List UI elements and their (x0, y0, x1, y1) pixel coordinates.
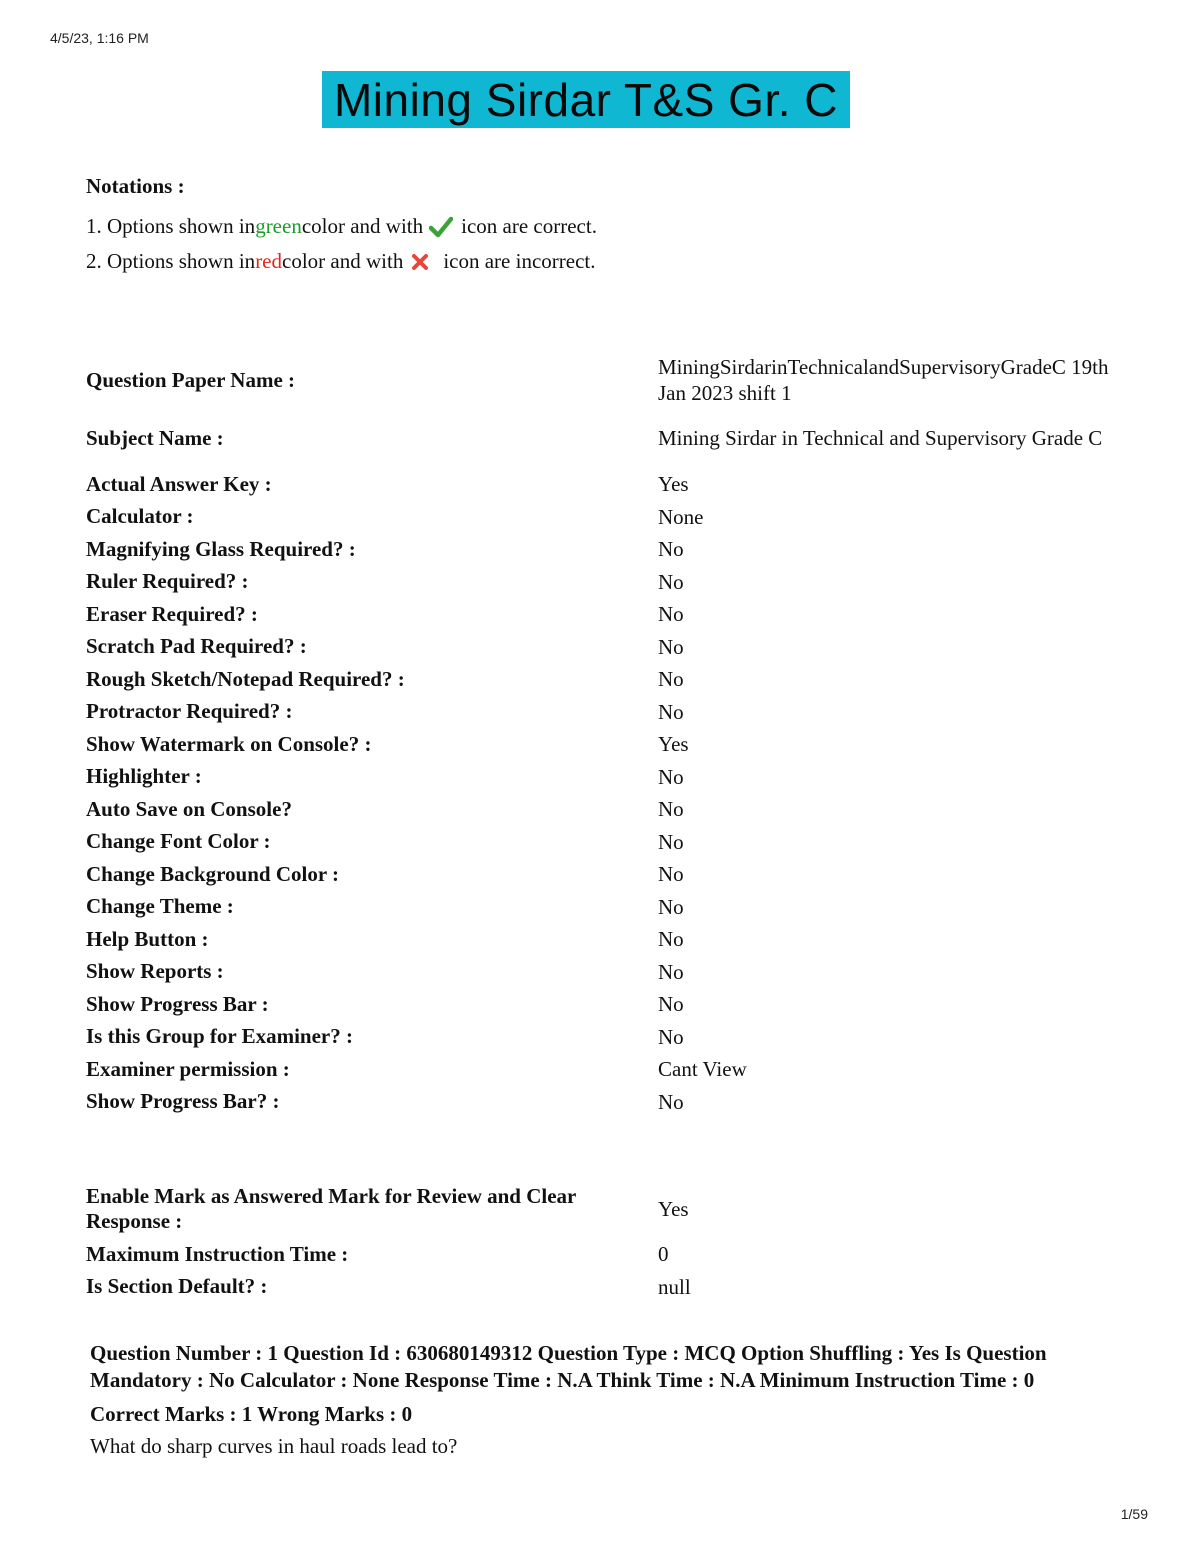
info-value: No (658, 634, 684, 659)
info-label: Change Font Color : (86, 829, 271, 854)
info-row (86, 501, 1118, 534)
info-row (86, 468, 1118, 501)
info-value: Yes (658, 732, 689, 757)
info-label: Magnifying Glass Required? : (86, 536, 356, 561)
question-block (90, 1340, 1090, 1460)
info-row (86, 696, 1118, 729)
info-label: Calculator : (86, 504, 194, 529)
page-title: Mining Sirdar T&S Gr. C (333, 73, 839, 126)
info-label: Rough Sketch/Notepad Required? : (86, 666, 405, 691)
notation-incorrect-color-word: red (255, 249, 283, 273)
info-row (86, 598, 1118, 631)
paper-info-table (86, 352, 1118, 1118)
info-label: Protractor Required? : (86, 699, 293, 724)
notation-correct-color-word: green (255, 214, 302, 238)
info-row (86, 858, 1118, 891)
info-value: No (658, 829, 684, 854)
info-value: Cant View (658, 1057, 747, 1082)
info-value: No (658, 797, 684, 822)
info-row (86, 988, 1118, 1021)
info-value: No (658, 569, 684, 594)
info-value: No (658, 1024, 684, 1049)
info-row (86, 728, 1118, 761)
info-value: Yes (658, 472, 689, 497)
notation-correct-middle: color and with (301, 214, 424, 238)
info-value: No (658, 1089, 684, 1114)
info-value: No (658, 992, 684, 1017)
info-label: Scratch Pad Required? : (86, 634, 307, 659)
info-value: No (658, 959, 684, 984)
info-label: Highlighter : (86, 764, 202, 789)
info-label: Enable Mark as Answered Mark for Review and Clear Response : (86, 1184, 576, 1233)
notation-correct-suffix: icon are correct. (461, 214, 597, 238)
page-number: 1/59 (1120, 1506, 1148, 1522)
info-value: No (658, 537, 684, 562)
info-row (86, 923, 1118, 956)
cross-icon (411, 253, 429, 271)
info-label: Show Progress Bar? : (86, 1089, 280, 1114)
timestamp: 4/5/23, 1:16 PM (50, 30, 149, 46)
title-banner (322, 71, 850, 128)
info-row (86, 1238, 1118, 1271)
info-label: Is this Group for Examiner? : (86, 1024, 353, 1049)
notation-correct-prefix: 1. Options shown in (86, 214, 256, 238)
info-label: Examiner permission : (86, 1056, 290, 1081)
info-value: No (658, 764, 684, 789)
question-text: What do sharp curves in haul roads lead to? (90, 1434, 458, 1458)
info-value: null (658, 1274, 691, 1299)
info-value: No (658, 927, 684, 952)
notations-section (86, 174, 597, 279)
info-label: Change Theme : (86, 894, 234, 919)
info-row (86, 1021, 1118, 1054)
info-label: Show Watermark on Console? : (86, 731, 372, 756)
info-value: No (658, 667, 684, 692)
info-label: Is Section Default? : (86, 1274, 268, 1299)
question-meta: Question Number : 1 Question Id : 630680149312 Question Type : MCQ Option Shuffling : Yes Is Question Mandatory : No Calculator : None Response Time : N.A Think Time : N.A Minimum Instruction Time : 0 (90, 1341, 1047, 1392)
info-row (86, 1271, 1118, 1304)
info-value: Yes (658, 1197, 689, 1221)
info-row (86, 408, 1118, 468)
info-label: Show Reports : (86, 959, 224, 984)
info-value: No (658, 894, 684, 919)
info-row (86, 1086, 1118, 1119)
info-label: Ruler Required? : (86, 569, 249, 594)
section-info-table (86, 1180, 1118, 1303)
notation-incorrect-middle: color and with (282, 249, 404, 273)
info-label: Show Progress Bar : (86, 991, 269, 1016)
info-row (86, 761, 1118, 794)
info-row (86, 566, 1118, 599)
info-value: No (658, 602, 684, 627)
info-value: No (658, 862, 684, 887)
info-row (86, 631, 1118, 664)
info-label: Auto Save on Console? (86, 796, 292, 821)
info-label: Help Button : (86, 926, 209, 951)
info-value: None (658, 504, 704, 529)
info-row (86, 826, 1118, 859)
info-row (86, 1053, 1118, 1086)
info-row (86, 1180, 1118, 1238)
notations-heading: Notations : (86, 174, 185, 198)
info-row (86, 352, 1118, 408)
info-label: Question Paper Name : (86, 367, 296, 392)
info-label: Actual Answer Key : (86, 471, 272, 496)
info-row (86, 793, 1118, 826)
info-label: Change Background Color : (86, 861, 340, 886)
info-value: MiningSirdarinTechnicalandSupervisoryGradeC 19th Jan 2023 shift 1 (658, 355, 1109, 405)
info-label: Subject Name : (86, 425, 224, 450)
info-row (86, 891, 1118, 924)
notation-incorrect-prefix: 2. Options shown in (86, 249, 256, 273)
info-row (86, 533, 1118, 566)
info-label: Maximum Instruction Time : (86, 1241, 349, 1266)
info-label: Eraser Required? : (86, 601, 258, 626)
info-row (86, 956, 1118, 989)
info-value: 0 (658, 1242, 669, 1267)
question-marks: Correct Marks : 1 Wrong Marks : 0 (90, 1402, 413, 1426)
check-icon (429, 216, 453, 238)
notation-incorrect (86, 244, 597, 279)
notation-correct (86, 209, 597, 244)
info-value: No (658, 699, 684, 724)
notation-incorrect-suffix: icon are incorrect. (443, 249, 596, 273)
info-value: Mining Sirdar in Technical and Supervisory Grade C (658, 426, 1103, 450)
info-row (86, 663, 1118, 696)
